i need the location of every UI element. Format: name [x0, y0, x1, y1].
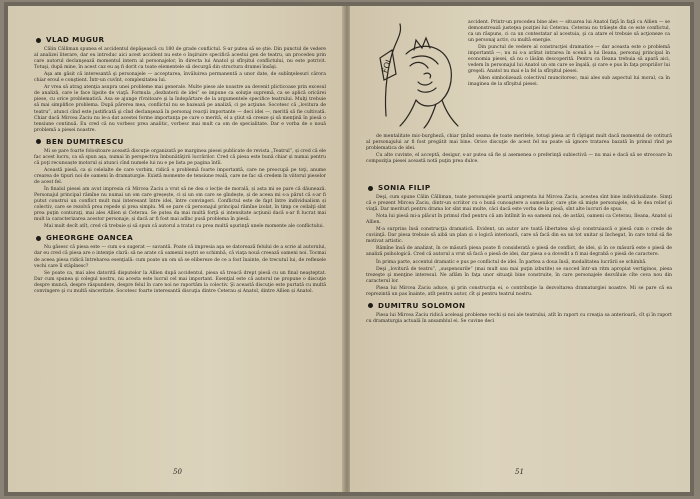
- section-heading-text: SONIA FILIP: [378, 183, 431, 192]
- section-dumitru-solomon: [366, 300, 672, 325]
- paragraph: Piesa lui Mircea Zaciu aduce, şi prin construcţia ei, o contribuţie la dezvoltarea dramaturgiei noastre. Mi se pare că ea reprezintă un pas înainte, atît pentru autor, cît şi pentru teatrul nostru.: [366, 285, 672, 297]
- section-ben-dumitrescu: [34, 136, 326, 231]
- right-top-column: [468, 20, 670, 90]
- paragraph: de mentalitate mic-burgheză, chiar ţinînd seama de toate meritele, totuşi piesa ar fi cîştigat mult dacă momentul de cotitură al personajului ar fi fost pregătit mai bine. Orice discuţie de acest fel nu poate să ignore tratarea bazată în primul rînd pe problematica de idei.: [366, 134, 672, 152]
- paragraph: M-a surprins însă construcţia dramatică. Evident, un autor are toată libertatea să-şi construiască o piesă cum o crede de cuviinţă. Dar piesa trebuie să aibă un plan și o logică interioară, care să facă din ea un tot unitar și închegat, în care totul să fie motivat artistic.: [366, 227, 672, 245]
- left-column: [34, 32, 326, 296]
- paragraph: Această piesă, ca și celelalte de care vorbim, ridică o problemă foarte importantă, care ne preocupă pe toţi, anume crearea de tipuri noi de oameni în dramaturgie. Există momente de tensiune reală, care ne fac să credem în viitorul pieselor de acest fel.: [34, 167, 326, 185]
- paragraph: Deşi „lovitură de teatru”, „suspensurile” (mai mult sau mai puţin izbutite) se succed într-un ritm apropiat vertiginos, piesa trezeşte şi menţine interesul. Ne aflăm în faţa unor situaţii bine construite, în care personajele dezvăluie cîte ceva nou din caracterul lor.: [366, 266, 672, 284]
- paragraph: Călin Călliman spunea el accidentul depăşească cu 180 de grade conflictul. S-ar putea să se ştie. Din punctul de vedere al analizei literare, dar eu introduc aici acest accident nu este o înşiruire specifică acestui gen de teatru, un procedeu prin care autorul declanşează momentul intern al personajelor, în directa lui Anatol şi sfîrşitul conflictului, nu este potrivit. Totuşi, după mine, în acest caz eu aş fi dorit ca toate elementele să decurgă din structura dramei însăşi.: [34, 47, 326, 71]
- paragraph: Allen simbolizează colectivul muncitoresc, mai ales sub aspectul lui moral, ca în imaginea de la sfîrşitul piesei.: [468, 76, 670, 88]
- section-heading: [36, 235, 326, 241]
- paragraph: Mai mult decît atît, cred că trebuie și să spun că autorul a tratat cu prea multă uşurinţă unele momente ale conflictului.: [44, 224, 325, 230]
- bullet-icon: [368, 303, 373, 308]
- right-lower-column: [366, 180, 672, 326]
- paragraph: Se poate ca, mai ales datorită disputelor la Allien după accidentul, piesa să treacă drept piesă cu un final neaşteptat. Dar cum spunea şi colegul nostru, nu acesta este lucrul cel mai important. Esenţial este că autorul ne propune o discuţie despre muncă, despre răspundere, despre felul în care noi ne raportăm la colectiv. Şi această discuţie este purtată cu multă convingere şi cu multă sinceritate. Socotesc foarte interesantă discuţia dintre Ceterau și Anatol, dintre Allien și Anatol.: [34, 270, 326, 294]
- paragraph: Deşi, cum spune Călin Călliman, toate personajele poartă amprenta lui Mircea Zaciu, acestea sînt bine individualizate. Simţi că e prezent Mircea Zaciu, dintr-un scriitor cu o bună cunoaştere a oamenilor, care ştie să mişte personajele, să le dea relief şi viaţă. Dar merituri pentru drama lor sînt mai multe, căci dacă este vorba de la piesă, sînt alte lucruri de spus.: [366, 195, 672, 213]
- paragraph: În finalul piesei am avut impresia că Mircea Zaciu a vrut să ne dea o lecție de morală, și asta mi se pare că dăunează. Personajul principal rămîne nu numai un om care greșește, ci și un om care se gîndește, și de aceea mi s-a părut că s-ar fi putut construi un conflict mult mai interesant între idei, între convingeri. Conflictul este de fapt între individualism și colectiv, care se rezolvă prea repede și prea simplu. Mi se pare că personajul principal rămîne izolat, în timp ce ceilalţi sînt prea puţin conturaţi, mai ales Allien și Ceterau. Se putea da mai multă forţă și intensitate acţiunii dacă s-ar fi lucrat mai mult la caracterizarea acestor personaje, și dacă ar fi fost mai adînc pusă problema în piesă.: [34, 187, 326, 223]
- bullet-icon: [36, 139, 41, 144]
- paragraph: Ar vrea să atrag atenţia asupra unei probleme mai generale. Multe piese ale noastre au devenit plicticoase prin excesul de analiză, care le face lipsite de viaţă. Formula „dezbaterii de idei” se impune ca soluţie supremă, ca se aplică oricărei piese, cu orice problematică. Asa se ajunge rîvnitoare şi la îndepărtare de la argumentele specifice teatrului. Mulţi trebuie să mai simplifice problema. După părerea mea, conflictul nu se bazează pe analiză, ci pe acţiune. Socotesc că „lovitura de teatru”, atunci cînd este justificată şi cînd declanşează în personaj reacţii importante — deci idei —, merită să fie cultivată. Chiar dacă Mircea Zaciu nu le-a dat acestei forme importanţa pe care o merită, el a ştiut să creeze şi să menţină în piesă o tensiune continuă. Eu cred că nu vorbesc prea analitic, vorbesc mai mult ca om de specialitate. Dar e vorba de o nouă problemă a piesei noastre.: [34, 85, 326, 133]
- open-book: [4, 2, 694, 496]
- section-heading: [368, 185, 672, 191]
- section-heading-text: GHEORGHE OANCEA: [46, 233, 134, 243]
- right-mid-column: [366, 134, 672, 166]
- section-heading-text: VLAD MUGUR: [46, 35, 105, 44]
- paragraph: Nu găsesc că piesa este — cum s-a sugerat — savantă. Poate că impresia aşa se datorează felului de a scrie al autorului, dar eu cred că piesa are o intenţie clară: să ne arate că oamenii noştri se schimbă, că viaţa nouă creează oameni noi. Tocmai de aceea piesa ridică întrebarea esenţială: cum poate un om să se elibereze de ce a fost înainte, de trecutul lui, de reflexele vechi care îl stăpînesc?: [34, 245, 326, 269]
- bullet-icon: [36, 236, 41, 241]
- paragraph: accident. Printr-un procedeu bine ales — situarea lui Anatol faţă în faţă cu Allien — se demonstrează justeţea poziţiei lui Ceterau. Ceterau nu trăieşte din ce este conflictul, ca un răspuns, ci ca un contestatar al acestuia, şi ca atare el trebuie să acţioneze ca un personaj activ, cu multă energie.: [468, 20, 670, 44]
- bullet-icon: [368, 186, 373, 191]
- svg-text:FOI: FOI: [380, 58, 394, 75]
- paragraph: Rămîne însă de analizat, în ce măsură piesa poate fi considerată o piesă de conflict, de idei, și în ce măsură este o piesă de analiză psihologică. Cred că autorul a vrut să facă o piesă de idei, dar piesa s-a dovedit a fi mai degrabă o piesă de caractere.: [366, 246, 672, 258]
- page-number: 51: [515, 468, 524, 476]
- section-heading: [36, 136, 326, 146]
- section-vlad-mugur: [34, 37, 326, 134]
- paragraph: Piesa lui Mircea Zaciu ridică aceleaşi probleme vechi și noi ale teatrului, atît în raport cu creaţia sa anterioară, cît şi în raport cu dramaturgia actuală în ansamblul ei. Se cuvine deci: [366, 312, 672, 324]
- paragraph: Din punctul de vedere al construcţiei dramatice — dar aceasta este o problemă importantă —, nu ni s-a arătat intrarea în scenă a lui Ileana, personaj principal în economia piesei, să nu o lăsăm descoperită. Pentru ca Ileana trebuia să apară aici, vedem în personajul lui Anatol un om care se înşală, şi care e pus în faţa propriilor lui greşeli. Anatol nu mai e la fel la sfîrşitul piesei.: [468, 45, 670, 75]
- section-heading: [36, 37, 326, 43]
- bullet-icon: [36, 38, 41, 43]
- paragraph: Nota lui piesă mi-a plăcut în primul rînd pentru că am întîlnit în ea oameni noi, de astăzi, oameni ca Ceterau, Ileana, Anatol și Allien.: [366, 214, 672, 226]
- paragraph: În prima parte, accentul dramatic e pus pe conflictul de idei. În partea a doua însă, modalitatea lucrării se schimbă.: [376, 259, 647, 265]
- section-heading-text: BEN DUMITRESCU: [46, 136, 124, 146]
- portrait-sketch-illustration: [366, 20, 462, 130]
- section-heading: [368, 300, 672, 310]
- right-page: [350, 6, 690, 492]
- paragraph: Cu alte cuvinte, el acceptă, desigur, s-ar putea să fie și asemenea o preferinţă subiectivă — nu mai e dacă să se strecoare în compoziţia piesei această notă puţin prea dulce.: [366, 153, 672, 165]
- section-sonia-filip: [366, 185, 672, 298]
- page-number: 50: [173, 468, 182, 476]
- paragraph: Aşa am găsit că interesantă şi personajele — acceptarea, învăluirea permanentă a unor date, de subînţelesuri cărora chiar eroul e conştient. Într-un cuvînt, complexitatea lui.: [34, 72, 326, 84]
- paragraph: Mi se pare foarte folositoare această discuţie organizată pe marginea piesei publicate de revista „Teatrul”, și cred că ele fac acest lucru, ca să spun așa, numai în perspectiva îmbunătăţirii lucrărilor. Cred că piesa este bună chiar și numai pentru că poţi recunoaște motorul și atunci cînd numele lui nu e pe lista pe pagina întîi.: [34, 148, 326, 166]
- section-gheorghe-oancea: [34, 235, 326, 294]
- section-heading-text: DUMITRU SOLOMON: [378, 300, 466, 310]
- left-page: [8, 6, 344, 492]
